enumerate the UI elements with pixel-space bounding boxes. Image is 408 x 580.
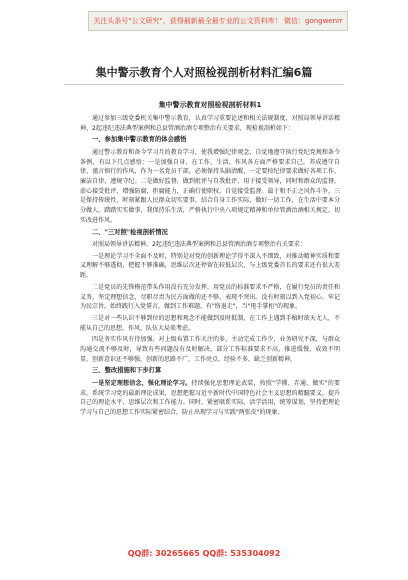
paragraph-text: 持续强化思想理论武装，按照"学懂、弄通、做实"的要求，系统学习党的最新理论成果，思想把握习近平新时代中国特色社会主义思想的精髓要义，提升自己的理论水平，思维层次和工作能力。同时，紧密联系实际，活学活用，统筹谋划，坚持把理论学习与自己的思想工作实际紧密结合，防止出现学习与实践"两张皮"的现象。 (80, 379, 340, 417)
body-paragraph: 二是党员的先锋模范带头作用没有充分发挥，用党员的标准要求不严格，在履行党员的责任和义务，坚定理想信念，尽职尽责为民方面做的还不够，表现不突出。没有时刻以到入党初心，牢记为民宗旨，始终践行入党誓言，做到工作难题，有"络退走"，当"甩手掌柜"的现象。 (80, 283, 340, 311)
body-paragraph: 对照局领导讲话精神、2起违纪违法典型案例和总县管酒治酒专项整治有关要求： (92, 241, 306, 249)
document-body (80, 114, 340, 418)
body-paragraph: 四是务实作风有待加强。对上级布置工作关注的多，主动完成工作少，业务研究不深，与群众沟通交流不够及时，导致有些问题没有及时解决，部分工作标准要求不高，推进缓慢，成效不明显。创新意识还不够强，创新的思路不广，工作亮点，经验不多，缺乏创新精神。 (80, 336, 340, 363)
title-divider (64, 84, 344, 85)
section-heading: 一、参加集中警示教育的体会感悟 (92, 136, 187, 144)
document-title: 集中警示教育个人对照检视剖析材料汇编6篇 (95, 66, 313, 79)
header-banner: 关注头条号"公文研究"，获得最新最全最专业的公文资料库！ 微信：gongwenrr (88, 11, 348, 31)
section-heading: 三、整改措施和下步打算 (92, 367, 162, 375)
paragraph-lead: 一是坚定理想信念，强化理论学习。 (92, 379, 192, 387)
document-page (80, 100, 340, 420)
section-subtitle: 集中警示教育对照检视剖析材料1 (158, 101, 262, 109)
body-paragraph (80, 379, 340, 418)
section-heading: 二、"三对照"检视剖析情况 (92, 228, 168, 236)
body-paragraph: 三是对一些认识不够到位的思想和观念不能做到及时抵制，在工作上遇到手稿时欲天尤人，不能从自己的思想、作风、队伍大局来考虑。 (80, 314, 340, 332)
body-paragraph: 通过警示教育和备今学习月的教育学习，使我增强纪律观念，自觉地遵守执行党纪党规和条令条例，有以下几点感悟：一是加强自身，在工作、生活、作风各方面严格要求自己，养成遵守自律、谨言慎行的作风，作为一名党员干部，必须保持头脑清醒，一定要按纪律要求做好各项工作，廉洁自律，遵规守纪。二是做好监督，做到批评与自我批评，用于接受领导，同时和群众的监督，虚心接受批评，增强防腐，拒腐能力，正确行使职权，自觉接受监督。最于和不正之风作斗争，三是保持传统性，时刻紧跟人民群众切实要事，结合自身工作实际，做好一切工作，在生活中要本分分做人，踏踏实实做事，我保持乐生活，严格执行中央八项规定精神和单位管酒治酒相关规定，切实改进作风。 (80, 148, 340, 224)
body-paragraph: 通过参加三级党委机关集中警示教育，认真学习重要论述和相关法规制度，对照局领导讲话精神、2起违纪违法典型案例和总县管酒治酒专项整治有关要求，现检视剖析如下： (80, 115, 340, 132)
body-paragraph: 一是理论学习不全面不及时，特别是对党的创新理论学得不深入不细致，对推动精神实质和要义理解不够透彻，把握不够准确，思维层次还停留在较低层次，与上级党委首长的要求还有很大差距。 (80, 252, 340, 280)
footer-qq-groups: QQ群: 30265665 QQ群: 535304092 (127, 549, 281, 558)
